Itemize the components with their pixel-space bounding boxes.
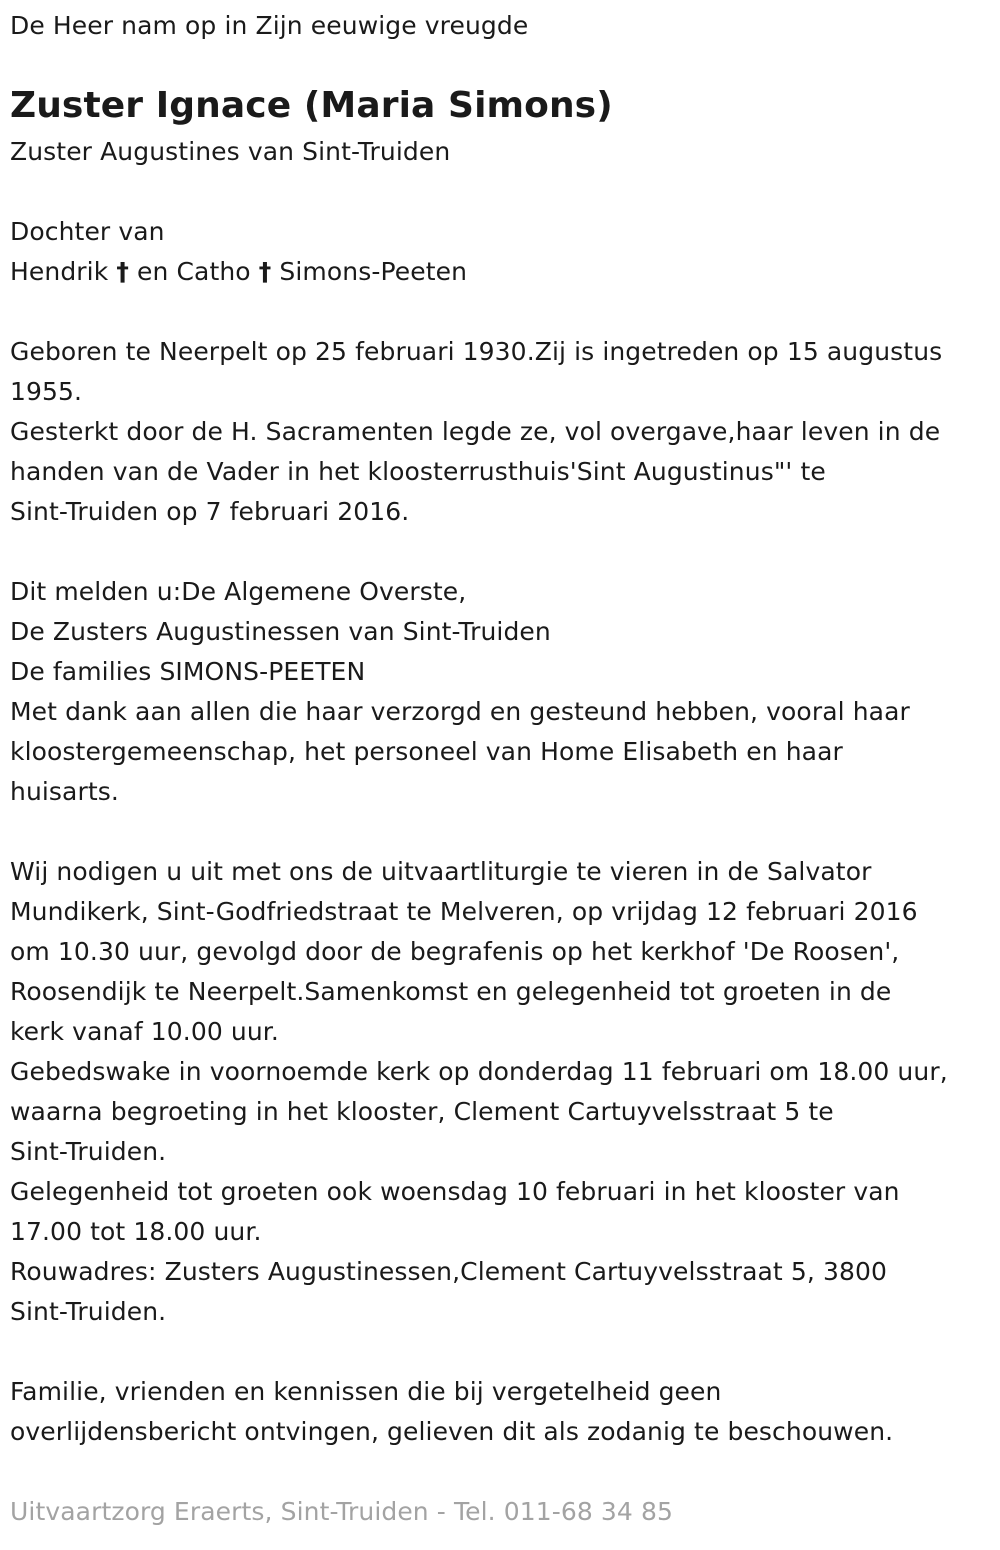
mother-name: en Catho [137,257,251,286]
announcers-line: Met dank aan allen die haar verzorgd en gesteund hebben, vooral haar [10,697,910,726]
intro-text: De Heer nam op in Zijn eeuwige vreugde [10,11,529,40]
ceremony-line: Sint-Truiden. [10,1297,167,1326]
ceremony-line: waarna begroeting in het klooster, Clement Cartuyvelsstraat 5 te [10,1097,834,1126]
ceremony-line: Gelegenheid tot groeten ook woensdag 10 februari in het klooster van [10,1177,900,1206]
parents-label: Dochter van [10,217,165,246]
announcers-line: De Zusters Augustinessen van Sint-Truiden [10,617,551,646]
announcers-line: Dit melden u:De Algemene Overste, [10,577,467,606]
cross-icon: † [258,257,272,286]
obituary-notice [10,6,995,1532]
deceased-name: Zuster Ignace (Maria Simons) [10,85,613,126]
funeral-home-footer: Uitvaartzorg Eraerts, Sint-Truiden - Tel. 011-68 34 85 [10,1497,673,1526]
notice-line: Familie, vrienden en kennissen die bij vergetelheid geen [10,1377,722,1406]
ceremony-line: Rouwadres: Zusters Augustinessen,Clement Cartuyvelsstraat 5, 3800 [10,1257,888,1286]
spacer [10,1332,995,1372]
family-name: Simons-Peeten [279,257,468,286]
ceremony-line: 17.00 tot 18.00 uur. [10,1217,262,1246]
cross-icon: † [116,257,129,286]
congregation-text: Zuster Augustines van Sint-Truiden [10,137,451,166]
spacer [10,292,995,332]
spacer [10,532,995,572]
ceremony-line: Gebedswake in voornoemde kerk op donderdag 11 februari om 18.00 uur, [10,1057,948,1086]
spacer [10,172,995,212]
announcers-line: De families SIMONS-PEETEN [10,657,366,686]
ceremony-line: Roosendijk te Neerpelt.Samenkomst en gelegenheid tot groeten in de [10,977,892,1006]
spacer [10,812,995,852]
life-line: handen van de Vader in het kloosterrusthuis'Sint Augustinus"' te [10,457,826,486]
life-line: Gesterkt door de H. Sacramenten legde ze, vol overgave,haar leven in de [10,417,941,446]
ceremony-line: Wij nodigen u uit met ons de uitvaartliturgie te vieren in de Salvator [10,857,872,886]
life-line: Geboren te Neerpelt op 25 februari 1930.Zij is ingetreden op 15 augustus [10,337,943,366]
ceremony-line: Mundikerk, Sint-Godfriedstraat te Melveren, op vrijdag 12 februari 2016 [10,897,918,926]
ceremony-line: kerk vanaf 10.00 uur. [10,1017,279,1046]
announcers-line: kloostergemeenschap, het personeel van Home Elisabeth en haar [10,737,843,766]
parents-line [10,252,995,292]
ceremony-line: Sint-Truiden. [10,1137,167,1166]
life-line: Sint-Truiden op 7 februari 2016. [10,497,410,526]
ceremony-line: om 10.30 uur, gevolgd door de begrafenis op het kerkhof 'De Roosen', [10,937,900,966]
life-line: 1955. [10,377,83,406]
notice-line: overlijdensbericht ontvingen, gelieven dit als zodanig te beschouwen. [10,1417,894,1446]
father-name: Hendrik [10,257,109,286]
announcers-line: huisarts. [10,777,119,806]
